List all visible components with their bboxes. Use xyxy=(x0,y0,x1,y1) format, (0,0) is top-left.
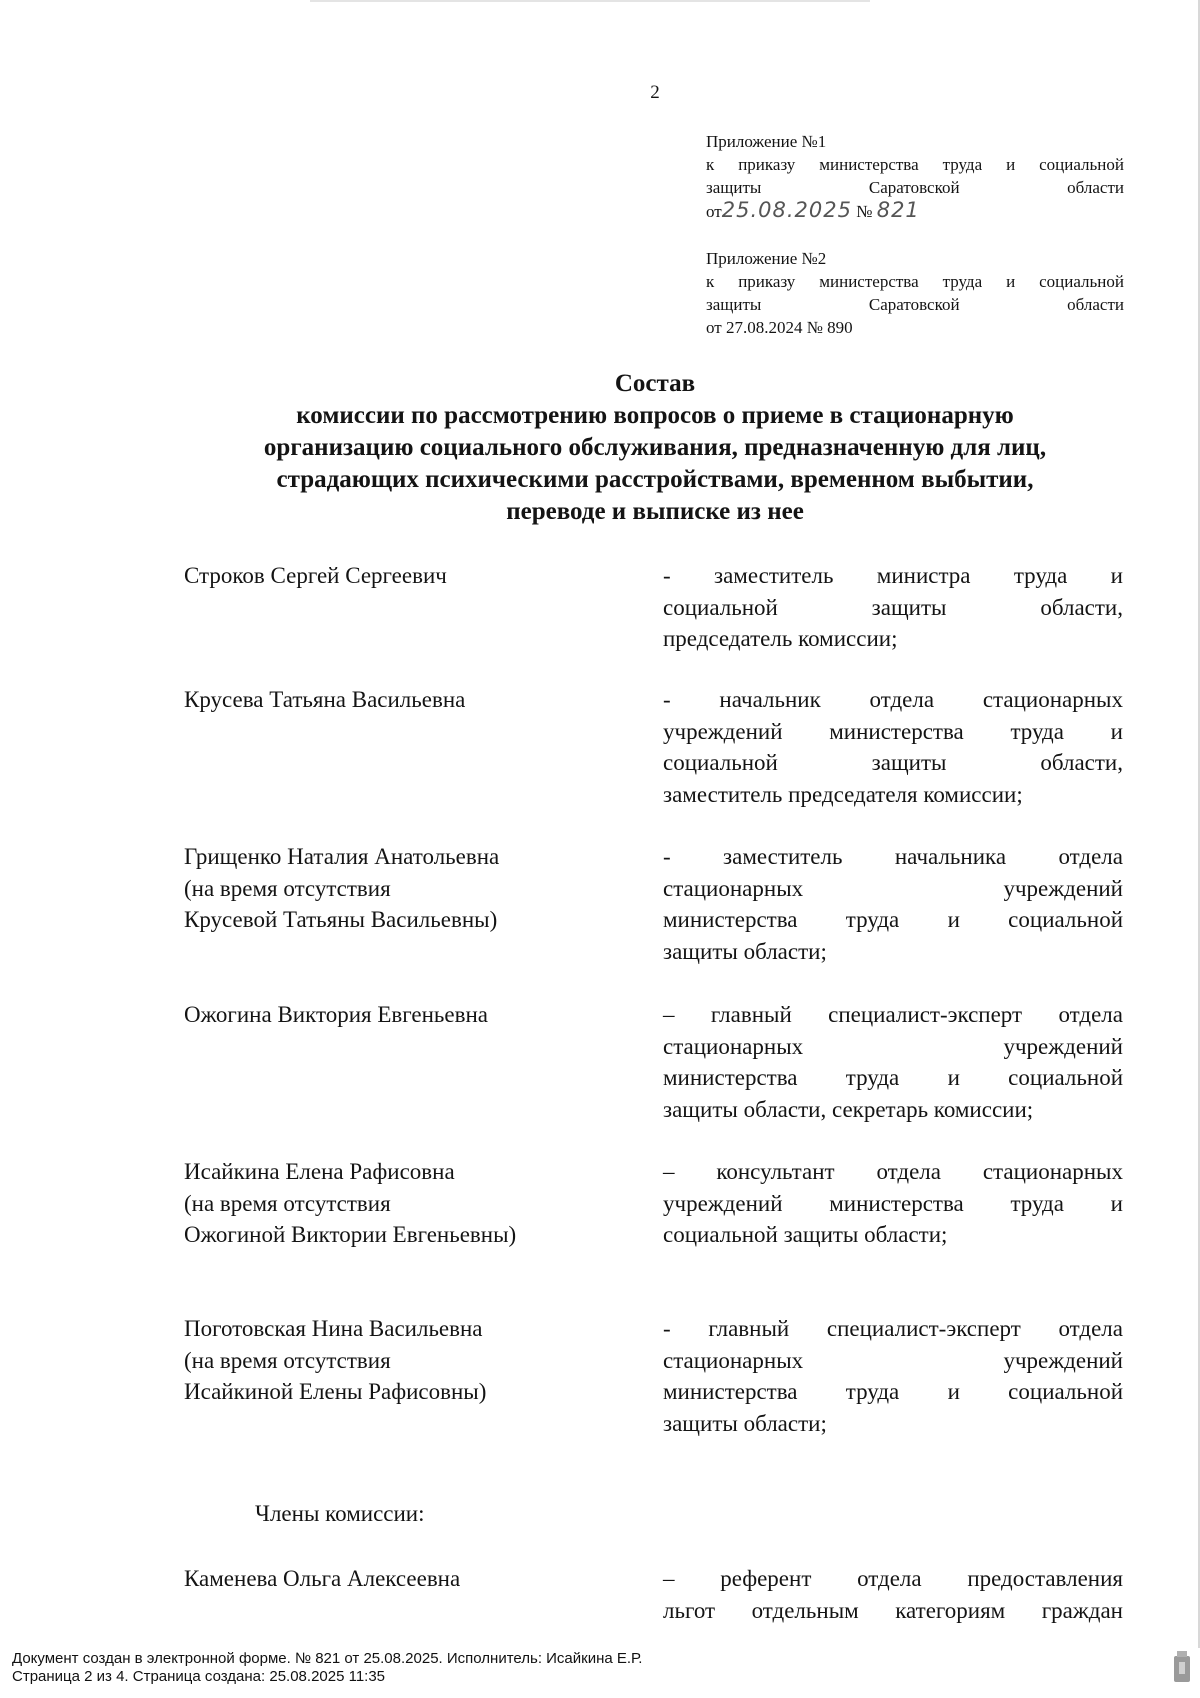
appendix-1-label: Приложение №1 xyxy=(706,132,827,151)
appendix-1-header xyxy=(706,130,1124,223)
title-line-1: Состав xyxy=(614,370,696,397)
member-role: - начальник отдела стационарных учреждений министерства труда и социальной защиты области, заместитель председателя комиссии; xyxy=(663,687,1123,807)
footer-line-1: Документ создан в электронной форме. № 821 от 25.08.2025. Исполнитель: Исайкина Е.Р. xyxy=(12,1650,643,1667)
member-role: - заместитель министра труда и социальной защиты области, председатель комиссии; xyxy=(663,563,1123,651)
member-role: - заместитель начальника отдела стационарных учреждений министерства труда и социальной защиты области; xyxy=(663,844,1123,964)
appendix-1-line1: к приказу министерства труда и социальной xyxy=(706,155,1124,174)
title-line-5: переводе и выписке из нее xyxy=(506,498,804,525)
member-name: Грищенко Наталия Анатольевна (на время отсутствия Крусевой Татьяны Васильевны) xyxy=(184,844,500,932)
page-number: 2 xyxy=(650,82,660,103)
member-role: – главный специалист-эксперт отдела стационарных учреждений министерства труда и социальной защиты области, секретарь комиссии; xyxy=(663,1002,1123,1122)
member-name: Поготовская Нина Васильевна (на время отсутствия Исайкиной Елены Рафисовны) xyxy=(184,1316,487,1404)
member-role: - главный специалист-эксперт отдела стационарных учреждений министерства труда и социальной защиты области; xyxy=(663,1316,1123,1436)
appendix-2-line2: защиты Саратовской области xyxy=(706,295,1124,314)
appendix-2-header xyxy=(706,247,1124,339)
appendix-1-line2: защиты Саратовской области xyxy=(706,178,1124,197)
member-name: Крусева Татьяна Васильевна xyxy=(184,687,466,712)
title-line-3: организацию социального обслуживания, предназначенную для лиц, xyxy=(263,434,1047,461)
appendix-2-line1: к приказу министерства труда и социальной xyxy=(706,272,1124,291)
member-role: – консультант отдела стационарных учреждений министерства труда и социальной защиты области; xyxy=(663,1159,1123,1247)
member-role: – референт отдела предоставления льгот отдельным категориям граждан xyxy=(663,1566,1123,1623)
member-name: Строков Сергей Сергеевич xyxy=(184,563,447,588)
member-name: Исайкина Елена Рафисовна (на время отсутствия Ожогиной Виктории Евгеньевны) xyxy=(184,1159,517,1247)
member-name: Каменева Ольга Алексеевна xyxy=(184,1566,461,1591)
appendix-1-date-line: от25.08.2025 № 821 xyxy=(706,198,920,222)
appendix-2-label: Приложение №2 xyxy=(706,249,827,268)
handwritten-number: 821 xyxy=(876,198,920,222)
handwritten-date: 25.08.2025 xyxy=(721,198,852,222)
title-line-2: комиссии по рассмотрению вопросов о приеме в стационарную xyxy=(296,402,1014,429)
member-name: Ожогина Виктория Евгеньевна xyxy=(184,1002,488,1027)
coat-of-arms-icon xyxy=(1172,1650,1192,1684)
scan-artifact xyxy=(310,0,870,2)
footer-line-2: Страница 2 из 4. Страница создана: 25.08.2025 11:35 xyxy=(12,1668,386,1685)
title-line-4: страдающих психическими расстройствами, временном выбытии, xyxy=(276,466,1034,493)
appendix-2-line3: от 27.08.2024 № 890 xyxy=(706,318,853,337)
document-title xyxy=(150,368,1160,528)
members-heading: Члены комиссии: xyxy=(255,1501,425,1526)
